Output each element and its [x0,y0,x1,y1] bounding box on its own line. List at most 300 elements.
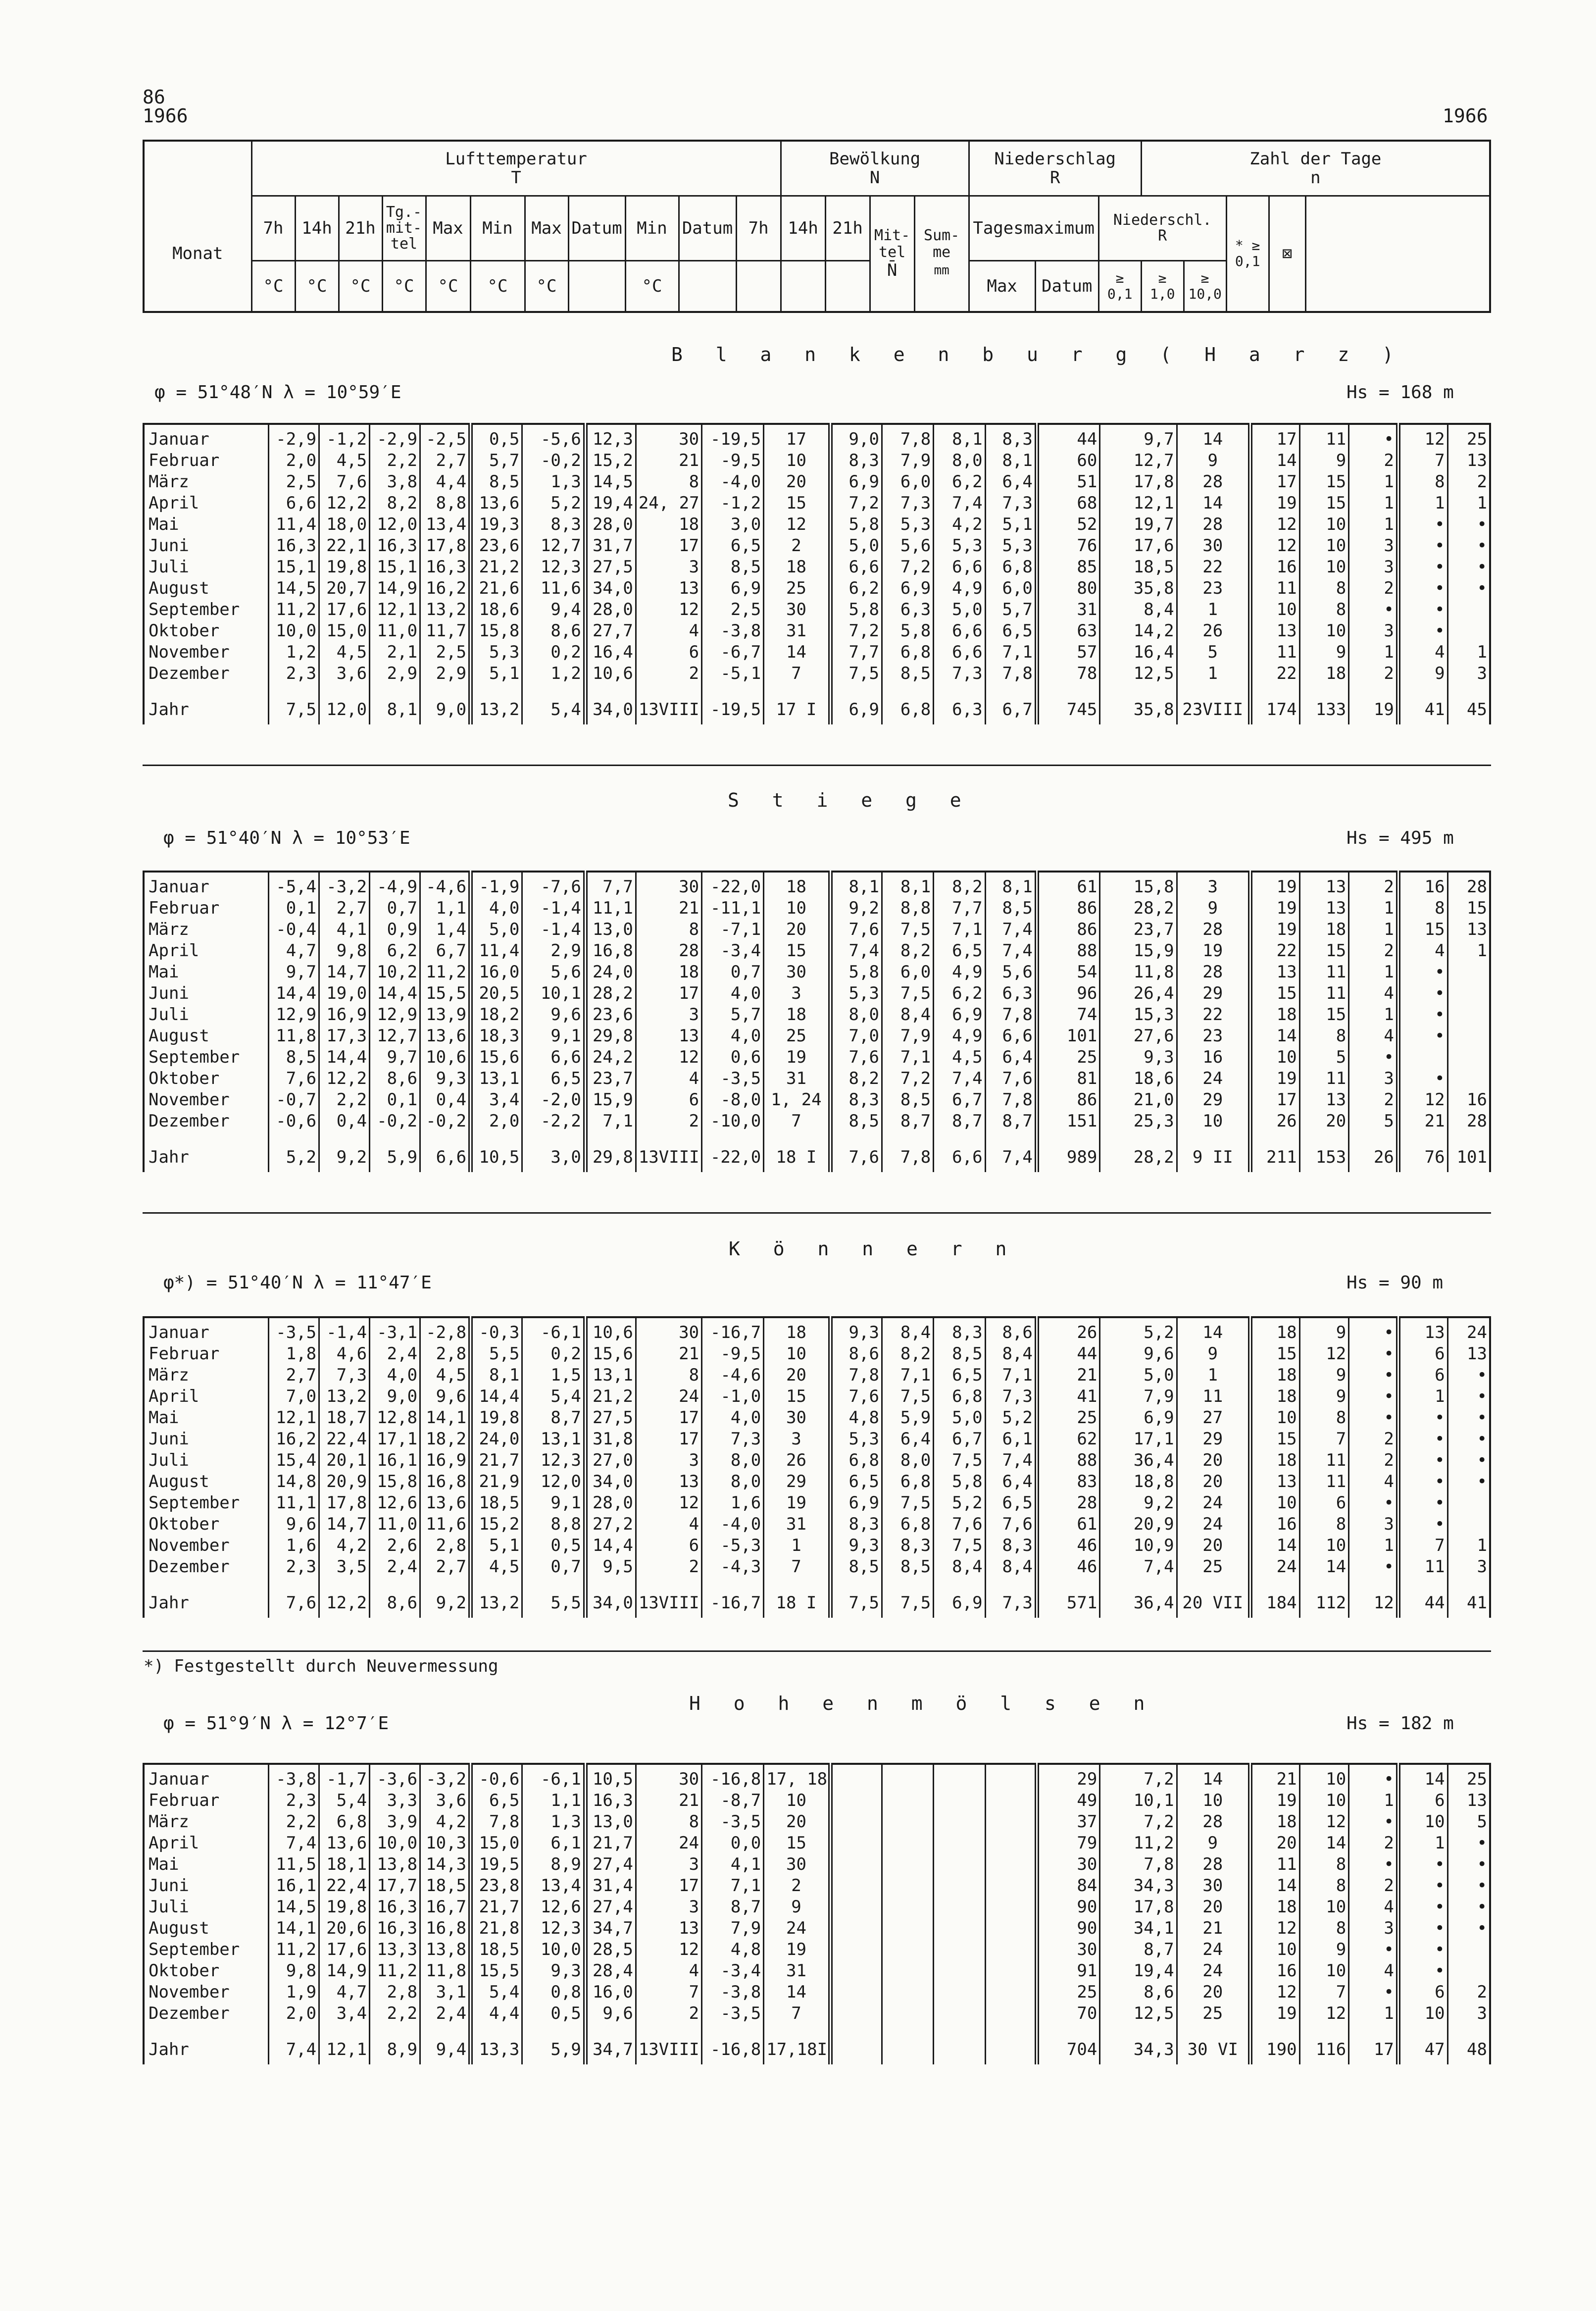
data-cell: 3,0 [702,514,764,535]
data-cell: 9,1 [522,1026,585,1047]
month-row [144,1386,1490,1407]
data-cell: 16,1 [370,1450,420,1471]
data-cell: 25 [764,578,830,599]
data-cell: 3,6 [420,1790,471,1811]
data-cell: 3 [1349,535,1398,557]
data-cell: 3 [1447,2003,1490,2024]
data-cell: 10,9 [1100,1535,1177,1556]
data-cell: 2 [764,1875,830,1897]
data-cell: 20,1 [319,1450,370,1471]
ge10-header: ≥ 1,0 [1141,261,1184,312]
data-cell: 10,5 [585,1764,636,1790]
data-cell: 9,2 [1100,1492,1177,1514]
data-cell: 17,8 [319,1492,370,1514]
data-cell: 7,6 [830,1047,882,1068]
data-cell: 20 VII [1177,1578,1250,1618]
data-cell: 5,1 [471,1535,522,1556]
data-cell: 17 [1349,2024,1398,2064]
data-cell: 13,6 [471,493,522,514]
data-cell [882,1764,933,1790]
data-cell: 8,5 [882,663,933,684]
data-cell: 1,2 [269,642,319,663]
data-cell: 30 [1177,1875,1250,1897]
data-cell: 7,4 [985,940,1037,962]
data-cell: 27,0 [585,1450,636,1471]
data-cell: 17 [636,1429,701,1450]
data-cell: 6,9 [702,578,764,599]
month-row [144,1365,1490,1386]
month-row [144,1068,1490,1089]
data-cell: 7,3 [985,1578,1037,1618]
data-cell [830,1939,882,1960]
data-cell: 21 [1250,1764,1299,1790]
data-cell: 6,4 [882,1429,933,1450]
data-cell: 12,9 [370,1004,420,1026]
data-cell: • [1349,1982,1398,2003]
data-cell: 15 [764,493,830,514]
data-cell: 2,3 [269,663,319,684]
data-cell: 8,7 [985,1111,1037,1132]
data-cell: 24 [1447,1317,1490,1343]
data-cell: 5,0 [830,535,882,557]
data-cell [985,1897,1037,1918]
station-table [143,1316,1491,1618]
data-cell: 17,8 [420,535,471,557]
data-cell: 1, 24 [764,1089,830,1111]
data-cell: 13 [1447,919,1490,940]
data-cell [830,2024,882,2064]
data-cell: 11 [1299,1450,1349,1471]
month-label: September [149,600,240,619]
month-label: Mai [149,1854,179,1874]
month-row [144,599,1490,620]
data-cell: 18,5 [1100,557,1177,578]
data-cell: 31 [764,1960,830,1982]
data-cell: 9 [1299,1365,1349,1386]
data-cell: 7,2 [882,1068,933,1089]
data-cell: 7,6 [830,1132,882,1172]
data-cell: 17 [636,1875,701,1897]
month-label: Jahr [149,2040,189,2059]
month-label: März [149,1812,189,1832]
data-cell: 14,4 [370,983,420,1004]
data-cell: 6,9 [830,1492,882,1514]
year-row [144,684,1490,724]
month-row [144,1939,1490,1960]
data-cell [882,1897,933,1918]
data-cell [934,1960,985,1982]
data-cell: 16,3 [269,535,319,557]
data-cell: -3,2 [420,1764,471,1790]
month-label: November [149,1982,230,2002]
data-cell: 23 [1177,578,1250,599]
data-cell: 7,5 [934,1535,985,1556]
data-cell: 21,7 [471,1897,522,1918]
month-label: Februar [149,1344,220,1364]
month-label: Oktober [149,1069,220,1088]
data-cell: -2,8 [420,1317,471,1343]
data-cell: 8,1 [471,1365,522,1386]
data-cell: 5,9 [522,2024,585,2064]
station-table [143,871,1491,1172]
data-cell: 18,6 [1100,1068,1177,1089]
data-cell: 31 [764,620,830,642]
data-cell: 9,3 [1100,1047,1177,1068]
data-cell: 3,0 [522,1132,585,1172]
data-cell: 24 [1177,1068,1250,1089]
data-cell: 2,9 [522,940,585,962]
bewoelkung-header: Bewölkung N [781,141,969,196]
data-cell: 7,8 [985,1004,1037,1026]
data-cell: 28 [636,940,701,962]
month-row [144,940,1490,962]
data-cell: 7,3 [882,493,933,514]
data-cell: 10 [1299,557,1349,578]
station-name: B l a n k e n b u r g ( H a r z ) [671,344,1404,365]
data-cell: 17,6 [319,1939,370,1960]
b21-header: 21h [825,196,870,261]
data-cell: -8,0 [702,1089,764,1111]
data-cell: 6,6 [522,1047,585,1068]
data-cell [934,2024,985,2064]
data-cell: 0,9 [370,919,420,940]
data-cell: 8 [1299,1407,1349,1429]
data-cell: 2,0 [269,2003,319,2024]
data-cell: 61 [1037,1514,1099,1535]
data-cell: 8,3 [522,514,585,535]
data-cell: • [1447,1471,1490,1492]
data-cell: 7,6 [934,1514,985,1535]
data-cell: 3,9 [370,1811,420,1833]
data-cell [985,2024,1037,2064]
data-cell: 116 [1299,2024,1349,2064]
unit-c: °C [295,261,339,312]
data-cell: 8,1 [934,424,985,450]
data-cell: 11,7 [420,620,471,642]
data-cell: 30 [764,1854,830,1875]
data-cell: 5,3 [882,514,933,535]
data-cell: 29 [1177,1089,1250,1111]
data-cell: -3,8 [269,1764,319,1790]
data-cell: 2 [1349,1089,1398,1111]
data-cell: 18 [1250,1897,1299,1918]
data-cell: 8 [1299,1026,1349,1047]
data-cell: 8,6 [370,1068,420,1089]
data-cell: 18 [1250,1004,1299,1026]
data-cell: 14 [764,1982,830,2003]
data-cell: 7,5 [882,1386,933,1407]
data-cell: 6,5 [934,1365,985,1386]
data-cell: -22,0 [702,872,764,898]
data-cell: 24,0 [585,962,636,983]
month-row [144,1089,1490,1111]
data-cell: 1 [1398,493,1447,514]
data-cell: 11,8 [269,1026,319,1047]
data-cell: 19,4 [1100,1960,1177,1982]
data-cell: 8,5 [471,471,522,493]
data-cell: -1,4 [522,919,585,940]
month-label: Juli [149,1005,189,1025]
data-cell: 8 [636,1365,701,1386]
data-cell [830,1790,882,1811]
data-cell: 19 [1250,1068,1299,1089]
month-row [144,1982,1490,2003]
month-label: Februar [149,451,220,470]
data-cell: 5,6 [882,535,933,557]
data-cell: -19,5 [702,684,764,724]
data-cell: 10 [1299,514,1349,535]
data-cell: 7,5 [830,663,882,684]
data-cell: 10 [1177,1111,1250,1132]
data-cell: • [1398,557,1447,578]
data-cell: 2 [1349,663,1398,684]
data-cell: 9,8 [269,1960,319,1982]
data-cell: -2,9 [269,424,319,450]
data-cell: 9,2 [319,1132,370,1172]
month-row [144,1918,1490,1939]
data-cell [882,1854,933,1875]
data-cell [830,1960,882,1982]
data-cell: 21 [1398,1111,1447,1132]
data-cell: -1,2 [702,493,764,514]
data-cell: 28,0 [585,599,636,620]
data-cell: 5,8 [830,514,882,535]
data-cell: 12,6 [522,1897,585,1918]
data-cell: 24 [1177,1960,1250,1982]
station-elevation: Hs = 182 m [1347,1713,1454,1734]
data-cell: 3,4 [319,2003,370,2024]
data-cell: 10 [1398,2003,1447,2024]
data-cell: 12,1 [370,599,420,620]
data-cell: 8,1 [370,684,420,724]
data-cell: • [1398,514,1447,535]
data-cell: 16,8 [420,1471,471,1492]
data-cell: 21,9 [471,1471,522,1492]
data-cell [882,1982,933,2003]
data-cell: 19,5 [471,1854,522,1875]
data-cell: 8,1 [985,450,1037,471]
data-cell: 26 [1349,1132,1398,1172]
data-cell: 13,1 [585,1365,636,1386]
data-cell: 2,8 [370,1982,420,2003]
data-cell: • [1447,1365,1490,1386]
data-cell: 6,8 [882,642,933,663]
data-cell: 10,6 [585,1317,636,1343]
data-cell: 14,5 [269,1897,319,1918]
data-cell: • [1398,578,1447,599]
data-cell: • [1349,1939,1398,1960]
data-cell: 13 [1250,1471,1299,1492]
data-cell: 2,5 [702,599,764,620]
data-cell: 7,6 [830,1386,882,1407]
data-cell: 3 [1349,620,1398,642]
data-cell: 8,4 [934,1556,985,1578]
data-cell: 6,8 [319,1811,370,1833]
data-cell: 7,5 [934,1450,985,1471]
data-cell: 1,8 [269,1343,319,1365]
data-cell: 2 [1349,940,1398,962]
data-cell: 8,5 [882,1556,933,1578]
data-cell: 11,8 [1100,962,1177,983]
data-cell: 5,4 [471,1982,522,2003]
data-cell: 12 [764,514,830,535]
data-cell [985,1811,1037,1833]
data-cell: • [1447,1875,1490,1897]
data-cell: 88 [1037,1450,1099,1471]
data-cell: 21,2 [471,557,522,578]
data-cell: 6 [1398,1343,1447,1365]
data-cell: • [1349,1811,1398,1833]
data-cell: 9,4 [522,599,585,620]
data-cell: 8 [1398,898,1447,919]
niederschlag-header: Niederschlag R [969,141,1141,196]
data-cell: 10 [1299,1897,1349,1918]
data-cell: • [1349,1407,1398,1429]
month-row [144,642,1490,663]
data-cell: 5 [1349,1111,1398,1132]
data-cell: 17,7 [370,1875,420,1897]
data-cell: 9 [1299,642,1349,663]
zahl-der-tage-header: Zahl der Tage n [1141,141,1490,196]
data-cell: 4 [636,1514,701,1535]
data-cell: 0,8 [522,1982,585,2003]
data-cell: 14,9 [370,578,420,599]
data-cell: 3 [1349,1068,1398,1089]
data-cell: 8,0 [934,450,985,471]
unit-c: °C [426,261,470,312]
data-cell: 13,1 [471,1068,522,1089]
data-cell: 8 [1398,471,1447,493]
month-label: Mai [149,514,179,534]
data-cell: 10 [1299,620,1349,642]
data-cell: 13 [636,578,701,599]
data-cell: • [1349,1386,1398,1407]
data-cell: 22 [1177,557,1250,578]
data-cell: 3 [764,983,830,1004]
data-cell: 51 [1037,471,1099,493]
data-cell: 17,3 [319,1026,370,1047]
data-cell: 5,7 [702,1004,764,1026]
data-cell: 0,5 [522,1535,585,1556]
data-cell: 10 [1177,1790,1250,1811]
data-cell: 76 [1037,535,1099,557]
data-cell: 7,4 [985,1132,1037,1172]
data-cell: 704 [1037,2024,1099,2064]
h21-header: 21h [339,196,382,261]
month-row [144,450,1490,471]
data-cell [1447,599,1490,620]
data-cell: 6,1 [985,1429,1037,1450]
station-coordinates: φ = 51°40′N λ = 10°53′E [163,828,410,848]
data-cell: 2,1 [370,642,420,663]
data-cell: 8 [636,919,701,940]
data-cell: 18 [1250,1386,1299,1407]
blank [825,261,870,312]
data-cell: 8,7 [1100,1939,1177,1960]
data-cell: 68 [1037,493,1099,514]
data-cell: 52 [1037,514,1099,535]
data-cell: 12 [1250,1918,1299,1939]
data-cell: 5 [1299,1047,1349,1068]
data-cell: 14,1 [269,1918,319,1939]
data-cell: -11,1 [702,898,764,919]
data-cell: 8 [1299,599,1349,620]
data-cell: 14 [1177,424,1250,450]
data-cell: 15 [1250,1429,1299,1450]
month-row [144,1897,1490,1918]
blank [568,261,625,312]
month-label: Oktober [149,1961,220,1981]
data-cell: 13,3 [370,1939,420,1960]
h7-header: 7h [251,196,295,261]
data-cell: 6,4 [985,1471,1037,1492]
data-cell: 31 [764,1068,830,1089]
data-cell: 4,0 [702,983,764,1004]
data-cell: 28 [1037,1492,1099,1514]
data-cell: 23,7 [585,1068,636,1089]
month-label: Mai [149,962,179,982]
data-cell: • [1349,1854,1398,1875]
data-cell: 35,8 [1100,684,1177,724]
data-cell: 4 [1398,642,1447,663]
data-cell: 16,4 [1100,642,1177,663]
data-cell: 21,8 [471,1918,522,1939]
data-cell: 15,4 [269,1450,319,1471]
data-cell: 190 [1250,2024,1299,2064]
data-cell: 1 [1349,493,1398,514]
data-cell: 8,5 [934,1343,985,1365]
data-cell: 15,8 [370,1471,420,1492]
data-cell: 101 [1037,1026,1099,1047]
data-cell [882,1875,933,1897]
station-table [143,1763,1491,2064]
data-cell: 3 [636,557,701,578]
data-cell: 14,2 [1100,620,1177,642]
data-cell: 6,5 [702,535,764,557]
data-cell: 16,0 [471,962,522,983]
data-cell: 8,2 [934,872,985,898]
data-cell: 9,6 [585,2003,636,2024]
data-cell: 1 [1349,919,1398,940]
data-cell: 34,7 [585,2024,636,2064]
data-cell: 24,2 [585,1047,636,1068]
data-cell: 7,5 [882,1492,933,1514]
data-cell: 13 [1250,962,1299,983]
data-cell: 91 [1037,1960,1099,1982]
data-cell: 31,7 [585,535,636,557]
data-cell: 29,8 [585,1026,636,1047]
data-cell: 1,4 [420,919,471,940]
data-cell: 8,6 [370,1578,420,1618]
data-cell: 14,7 [319,1514,370,1535]
data-cell: 19,0 [319,983,370,1004]
data-cell: 17 [1250,471,1299,493]
data-cell: 17,1 [1100,1429,1177,1450]
data-cell: 9 [1299,1317,1349,1343]
month-label: April [149,493,200,513]
month-row [144,1343,1490,1365]
data-cell: 7 [764,1556,830,1578]
data-cell: 12,3 [522,1450,585,1471]
data-cell: 12 [1349,1578,1398,1618]
month-row [144,1026,1490,1047]
month-label: Juni [149,983,189,1003]
month-label: Dezember [149,2003,230,2023]
data-cell: 6,3 [934,684,985,724]
column-header [143,140,1491,313]
data-cell: 7,6 [985,1514,1037,1535]
data-cell: 0,4 [319,1111,370,1132]
